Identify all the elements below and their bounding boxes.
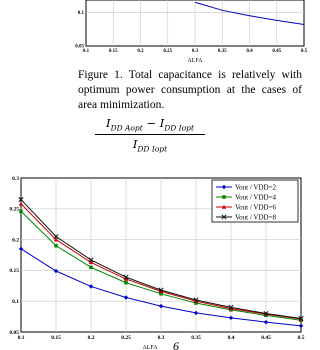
x-tick-label: 0.35 <box>191 335 201 341</box>
x-tick-label: 0.35 <box>217 49 227 54</box>
x-tick-label: 0.5 <box>297 335 305 341</box>
formula-numerator <box>95 116 205 135</box>
formula-denominator <box>95 135 205 153</box>
x-tick-label: 0.4 <box>227 335 235 341</box>
x-tick-label: 0.15 <box>51 335 61 341</box>
formula-num-b: I <box>159 116 165 130</box>
x-tick-label: 0.1 <box>17 335 25 341</box>
formula-num-b-sub: DD Iopt <box>164 123 194 133</box>
formula-num-a-sub: DD Aopt <box>110 123 143 133</box>
y-tick-label: 0.3 <box>12 175 19 182</box>
legend <box>212 180 298 222</box>
formula <box>95 116 205 154</box>
x-tick-label: 0.1 <box>82 49 90 54</box>
x-tick-label: 0.5 <box>300 49 307 54</box>
x-tick-label: 0.45 <box>272 49 282 54</box>
legend-label: Vout / VDD=2 <box>235 183 277 192</box>
bottom-chart <box>0 170 307 350</box>
formula-minus: − <box>142 116 160 130</box>
y-tick-label: 0.1 <box>12 299 19 306</box>
x-tick-label: 0.4 <box>246 49 253 54</box>
y-tick-label: 0.2 <box>12 237 19 244</box>
page-number: 6 <box>173 339 179 350</box>
formula-den-sub: DD Iopt <box>137 144 168 154</box>
y-tick-label: 0.05 <box>9 329 19 336</box>
y-tick-label: 0.1 <box>77 11 84 16</box>
data-point-square <box>124 281 128 285</box>
x-tick-label: 0.15 <box>108 49 118 54</box>
top-chart-x-ticks <box>83 49 307 54</box>
x-tick-label: 0.2 <box>137 49 144 54</box>
x-tick-label: 0.3 <box>191 49 199 54</box>
bottom-chart-y-ticks <box>9 176 19 336</box>
x-tick-label: 0.45 <box>261 335 271 341</box>
x-tick-label: 0.2 <box>87 335 95 341</box>
legend-label: Vout / VDD=6 <box>235 203 277 212</box>
top-chart-x-axis-label: ALFA <box>187 58 203 64</box>
data-point-square <box>19 210 23 214</box>
x-tick-label: 0.3 <box>157 335 165 341</box>
figure-caption: Figure 1. Total capacitance is relatively with optimum power consumption at the cases of area minimization. <box>78 69 302 111</box>
legend-label: Vout / VDD=8 <box>235 213 277 222</box>
y-tick-label: 0.05 <box>75 44 84 50</box>
bottom-chart-x-axis-label: ALFA <box>142 345 158 350</box>
data-point-square <box>54 244 58 248</box>
top-chart <box>0 0 307 64</box>
formula-den: I <box>132 137 138 152</box>
data-point-square <box>222 195 226 199</box>
x-tick-label: 0.25 <box>163 49 173 54</box>
top-chart-y-ticks <box>75 0 84 50</box>
y-tick-label: 0.25 <box>9 206 19 213</box>
x-tick-label: 0.25 <box>121 335 131 341</box>
formula-num-a: I <box>106 116 111 130</box>
y-tick-label: 0.15 <box>9 268 19 275</box>
legend-label: Vout / VDD=4 <box>235 193 277 202</box>
data-point-square <box>89 266 93 270</box>
bottom-chart-x-ticks <box>18 335 305 341</box>
